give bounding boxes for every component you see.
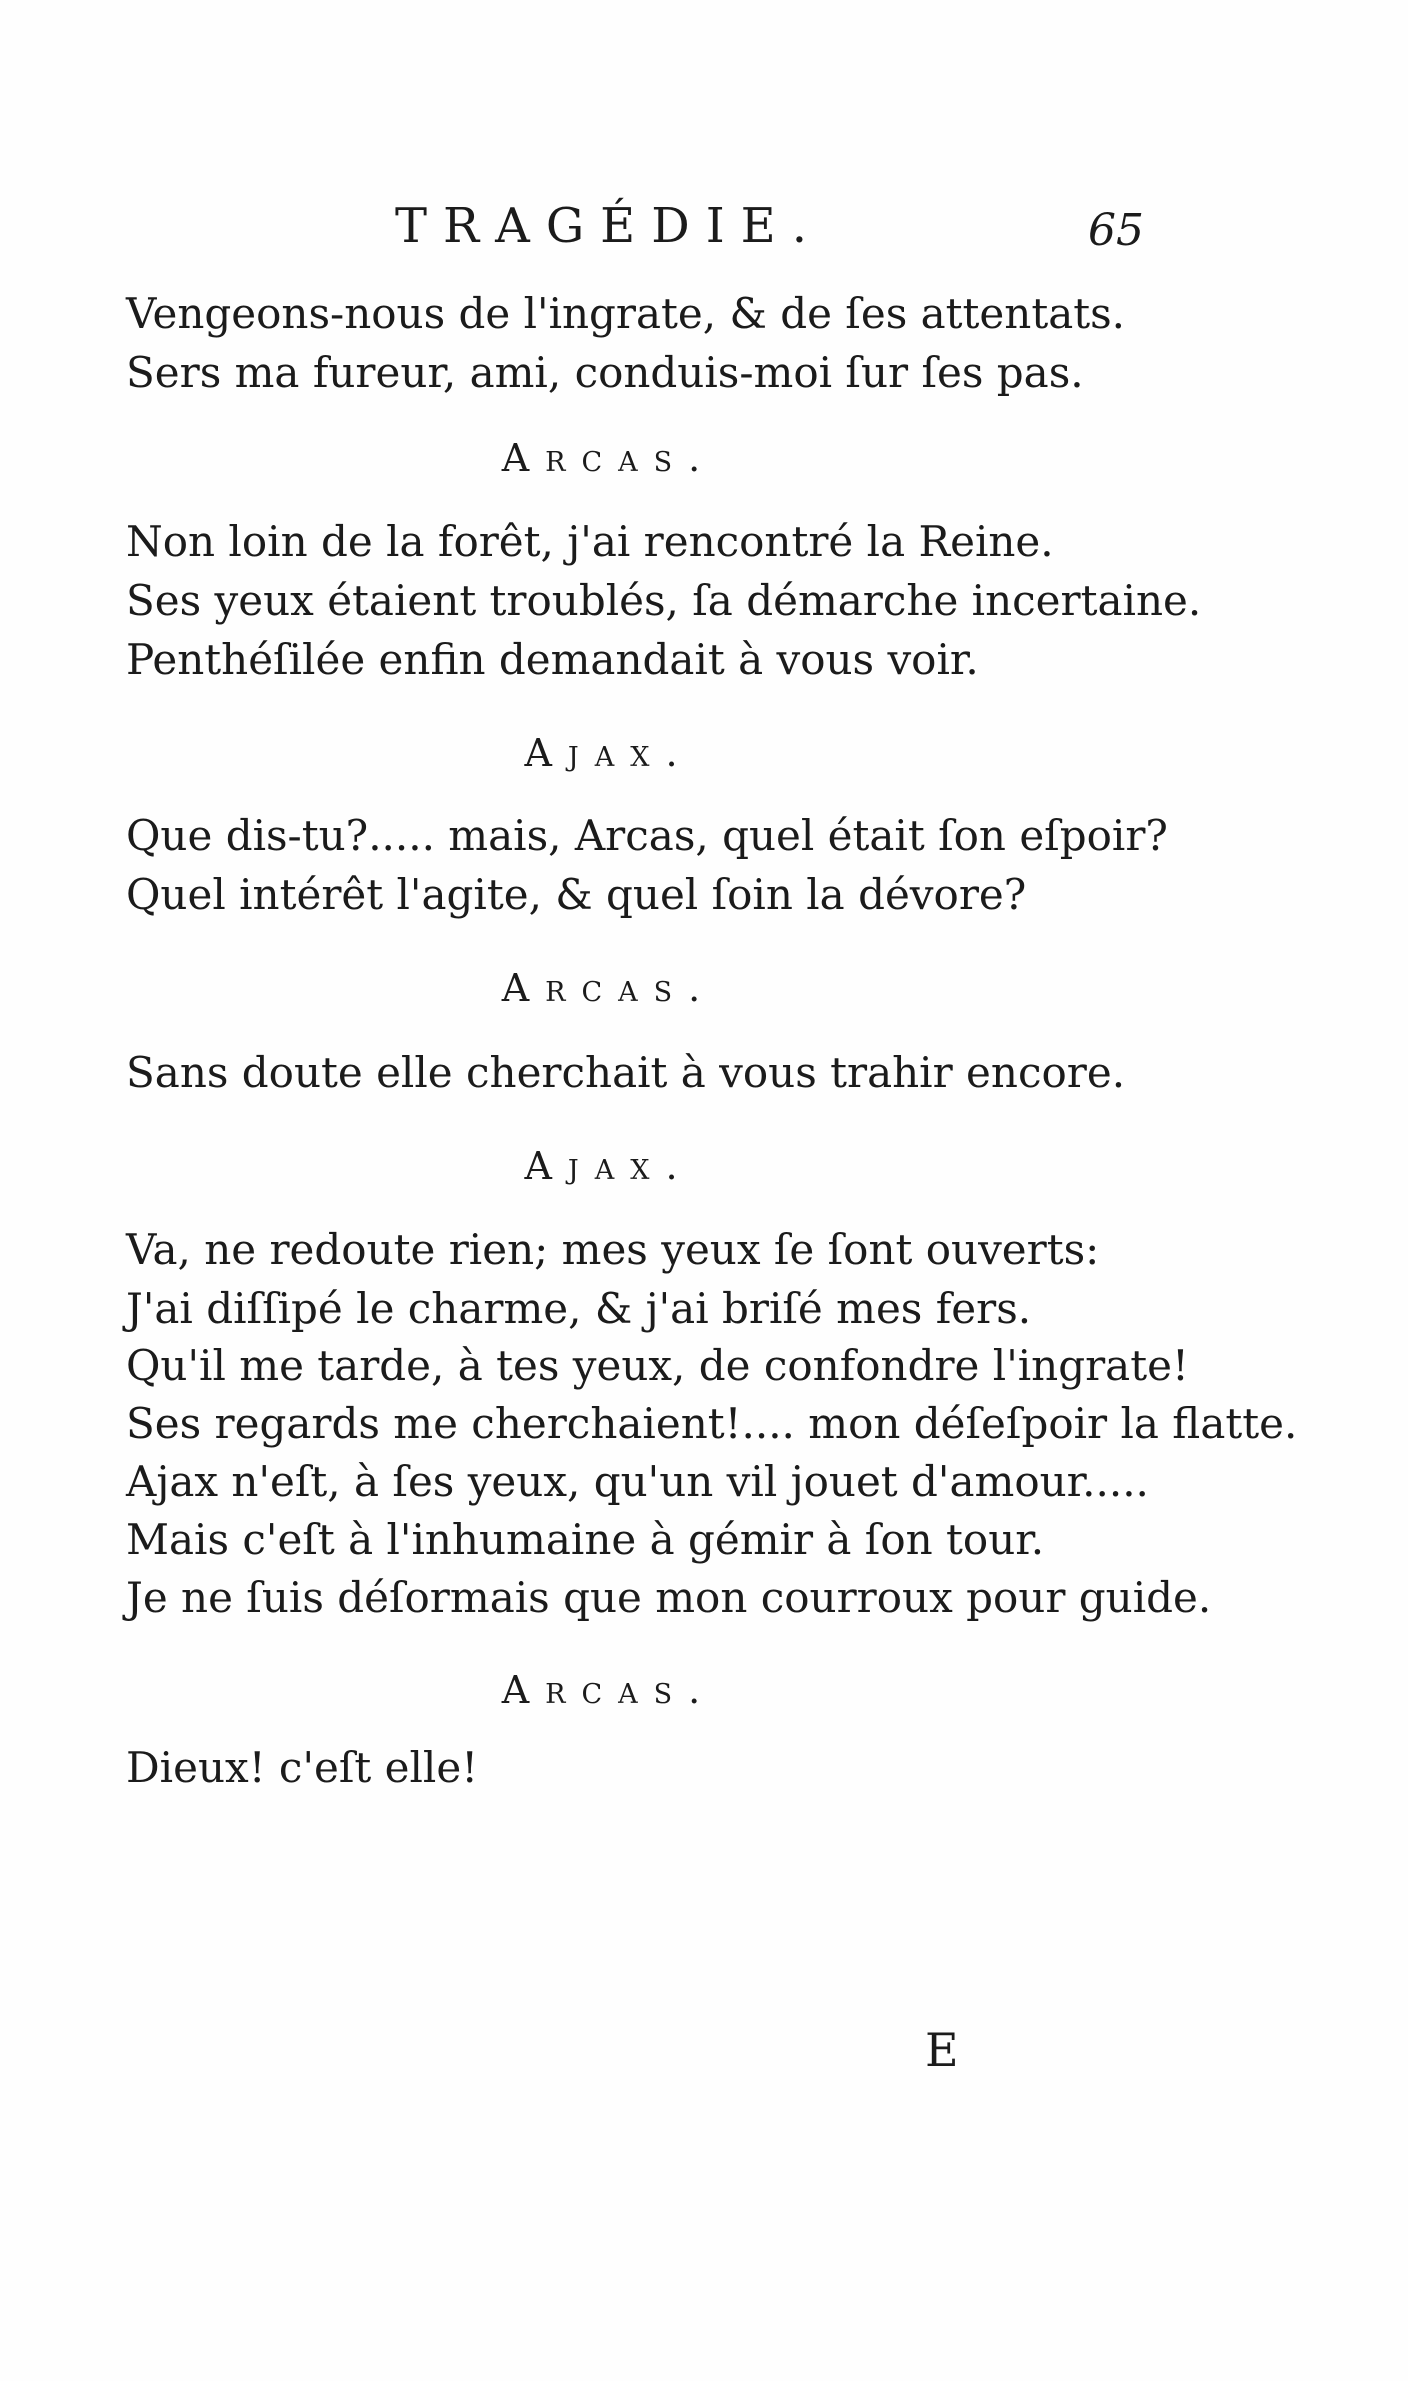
verse-line: Ajax n'eſt, à ſes yeux, qu'un vil jouet d'amour.....: [126, 1457, 1149, 1506]
verse-line: Vengeons-nous de l'ingrate, & de ſes attentats.: [126, 289, 1126, 338]
verse-line: Que dis-tu?..... mais, Arcas, quel était ſon eſpoir?: [126, 811, 1168, 860]
verse-line: Ses regards me cherchaient!.... mon déſeſpoir la flatte.: [126, 1399, 1298, 1448]
verse-line: J'ai diſſipé le charme, & j'ai briſé mes fers.: [126, 1284, 1032, 1333]
verse-line: Dieux! c'eſt elle!: [126, 1743, 479, 1792]
speaker-label: Arcas.: [501, 1668, 717, 1712]
speaker-label: Ajax.: [524, 731, 694, 775]
running-title: [0, 196, 1408, 256]
verse-line: Penthéſilée enfin demandait à vous voir.: [126, 635, 979, 684]
speaker-name: [0, 1664, 1408, 1716]
verse-line: Qu'il me tarde, à tes yeux, de confondre l'ingrate!: [126, 1341, 1189, 1390]
verse-line: Mais c'eſt à l'inhumaine à gémir à ſon tour.: [126, 1515, 1045, 1564]
verse-line: Sans doute elle cherchait à vous trahir encore.: [126, 1048, 1126, 1097]
verse-line: Je ne ſuis déſormais que mon courroux pour guide.: [126, 1573, 1212, 1622]
speaker-name: [0, 1140, 1408, 1192]
verse-line: Non loin de la forêt, j'ai rencontré la Reine.: [126, 517, 1054, 566]
running-title-text: TRAGÉDIE.: [395, 198, 823, 254]
speaker-name: [0, 432, 1408, 484]
speaker-name: [0, 962, 1408, 1014]
signature-mark: E: [925, 2023, 959, 2077]
speaker-label: Arcas.: [501, 966, 717, 1010]
speaker-label: Arcas.: [501, 436, 717, 480]
verse-line: Sers ma fureur, ami, conduis-moi ſur ſes pas.: [126, 348, 1084, 397]
verse-line: Quel intérêt l'agite, & quel ſoin la dévore?: [126, 870, 1027, 919]
speaker-name: [0, 727, 1408, 779]
verse-line: Va, ne redoute rien; mes yeux ſe ſont ouverts:: [126, 1225, 1100, 1274]
speaker-label: Ajax.: [524, 1144, 694, 1188]
page-number: 65: [1088, 205, 1144, 256]
verse-line: Ses yeux étaient troublés, ſa démarche incertaine.: [126, 576, 1202, 625]
